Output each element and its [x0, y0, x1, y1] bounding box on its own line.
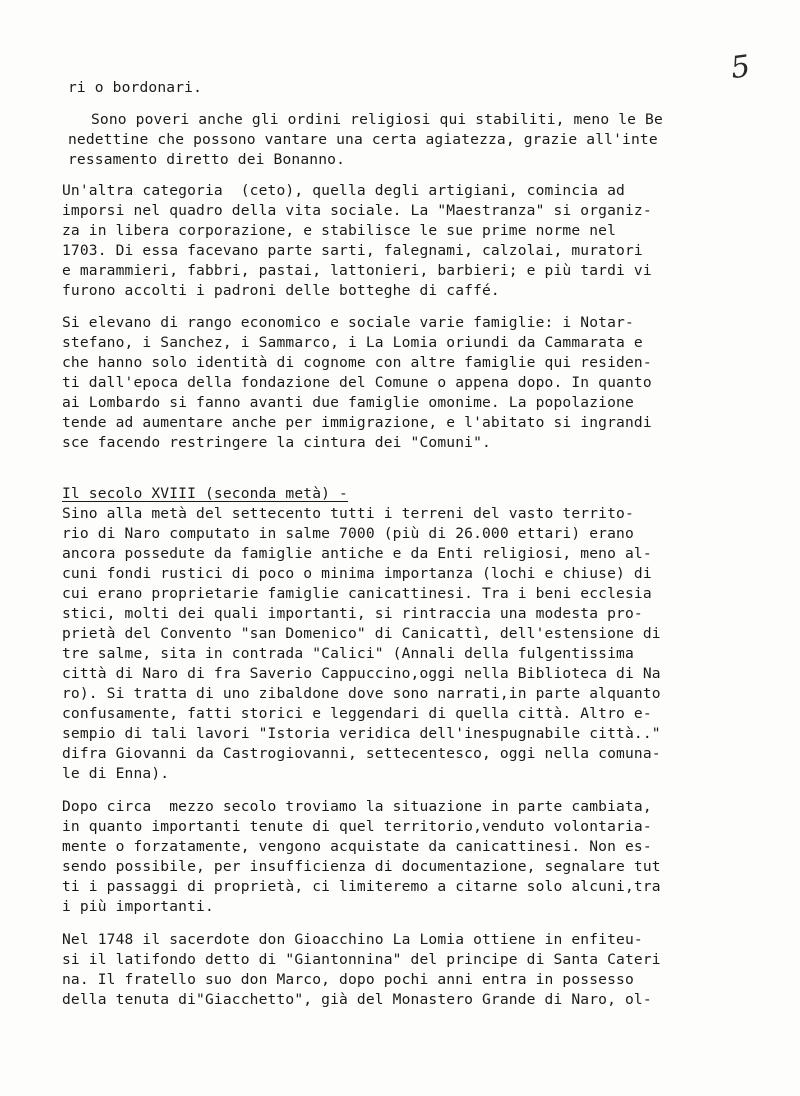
text-line: e marammieri, fabbri, pastai, lattonieri, barbieri; e più tardi vi [62, 262, 652, 279]
text-line: ancora possedute da famiglie antiche e da Enti religiosi, meno al- [62, 545, 652, 562]
text-line: si il latifondo detto di "Giantonnina" del principe di Santa Cateri [62, 951, 661, 968]
text-line: prietà del Convento "san Domenico" di Canicattì, dell'estensione di [62, 625, 661, 642]
text-line: in quanto importanti tenute di quel territorio,venduto volontaria- [62, 818, 652, 835]
text-line: cui erano proprietarie famiglie canicattinesi. Tra i beni ecclesia [62, 585, 652, 602]
text-line: rio di Naro computato in salme 7000 (più di 26.000 ettari) erano [62, 525, 634, 542]
text-line: 1703. Di essa facevano parte sarti, falegnami, calzolai, muratori [62, 242, 643, 259]
page-number: 5 [728, 48, 753, 87]
text-line: Dopo circa mezzo secolo troviamo la situazione in parte cambiata, [62, 798, 652, 815]
section-heading: Il secolo XVIII (seconda metà) - [62, 485, 348, 502]
text-line: ressamento diretto dei Bonanno. [68, 151, 346, 168]
text-line: Sono poveri anche gli ordini religiosi qui stabiliti, meno le Be [91, 111, 663, 128]
text-line: sce facendo restringere la cintura dei "Comuni". [62, 434, 491, 451]
text-line: ti i passaggi di proprietà, ci limiteremo a citarne solo alcuni,tra [62, 878, 661, 895]
text-line: città di Naro di fra Saverio Cappuccino,oggi nella Biblioteca di Na [62, 665, 661, 682]
text-line: imporsi nel quadro della vita sociale. La "Maestranza" si organiz- [62, 202, 652, 219]
text-line: za in libera corporazione, e stabilisce le sue prime norme nel [62, 222, 617, 239]
text-line: cuni fondi rustici di poco o minima importanza (lochi e chiuse) di [62, 565, 652, 582]
text-line: mente o forzatamente, vengono acquistate da canicattinesi. Non es- [62, 838, 652, 855]
text-line: tre salme, sita in contrada "Calici" (Annali della fulgentissima [62, 645, 634, 662]
text-line: i più importanti. [62, 898, 214, 915]
text-line: Nel 1748 il sacerdote don Gioacchino La Lomia ottiene in enfiteu- [62, 931, 643, 948]
text-line: ai Lombardo si fanno avanti due famiglie omonime. La popolazione [62, 394, 634, 411]
text-line: Un'altra categoria (ceto), quella degli artigiani, comincia ad [62, 182, 625, 199]
text-line: Sino alla metà del settecento tutti i terreni del vasto territo- [62, 505, 634, 522]
text-line: furono accolti i padroni delle botteghe di caffé. [62, 282, 500, 299]
text-line: ro). Si tratta di uno zibaldone dove sono narrati,in parte alquanto [62, 685, 661, 702]
text-line: le di Enna). [62, 765, 170, 782]
text-line: Si elevano di rango economico e sociale varie famiglie: i Notar- [62, 314, 634, 331]
text-line: che hanno solo identità di cognome con altre famiglie qui residen- [62, 354, 652, 371]
text-line: na. Il fratello suo don Marco, dopo pochi anni entra in possesso [62, 971, 634, 988]
text-line: ri o bordonari. [68, 79, 203, 96]
text-line: sendo possibile, per insufficienza di documentazione, segnalare tut [62, 858, 661, 875]
text-line: stefano, i Sanchez, i Sammarco, i La Lomia oriundi da Cammarata e [62, 334, 643, 351]
text-line: nedettine che possono vantare una certa agiatezza, grazie all'inte [68, 131, 658, 148]
text-line: della tenuta di"Giacchetto", già del Monastero Grande di Naro, ol- [62, 991, 652, 1008]
text-line: sempio di tali lavori "Istoria veridica dell'inespugnabile città.." [62, 725, 661, 742]
text-line: difra Giovanni da Castrogiovanni, settecentesco, oggi nella comuna- [62, 745, 661, 762]
text-line: ti dall'epoca della fondazione del Comune o appena dopo. In quanto [62, 374, 652, 391]
text-line: tende ad aumentare anche per immigrazione, e l'abitato si ingrandi [62, 414, 652, 431]
text-line: confusamente, fatti storici e leggendari di quella città. Altro e- [62, 705, 652, 722]
text-line: stici, molti dei quali importanti, si rintraccia una modesta pro- [62, 605, 643, 622]
